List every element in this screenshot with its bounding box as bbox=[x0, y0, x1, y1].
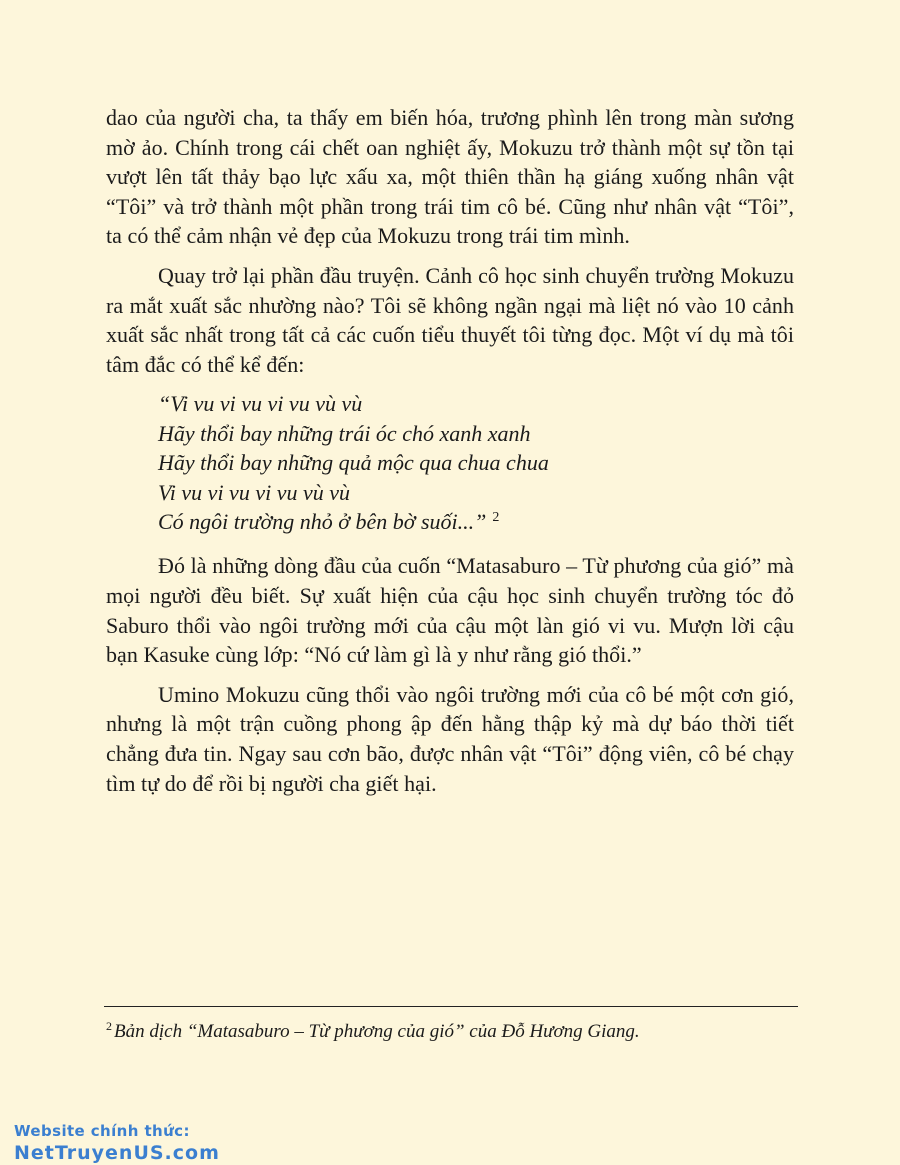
paragraph-1: dao của người cha, ta thấy em biến hóa, trương phình lên trong màn sương mờ ảo. Chính trong cái chết oan nghiệt ấy, Mokuzu trở thành một sự tồn tại vượt lên tất thảy bạo lực xấu xa, một thiên thần hạ giáng xuống nhân vật “Tôi” và trở thành một phần trong trái tim cô bé. Cũng như nhân vật “Tôi”, ta có thể cảm nhận vẻ đẹp của Mokuzu trong trái tim mình. bbox=[106, 105, 794, 249]
footnote-number: 2 bbox=[106, 1019, 112, 1033]
site-watermark bbox=[14, 1121, 220, 1165]
footnote-divider bbox=[104, 1006, 798, 1007]
paragraph-4: Umino Mokuzu cũng thổi vào ngôi trường mới của cô bé một cơn gió, nhưng là một trận cuồng phong ập đến hằng thập kỷ mà dự báo thời tiết chẳng đưa tin. Ngay sau cơn bão, được nhân vật “Tôi” động viên, cô bé chạy tìm tự do để rồi bị người cha giết hại. bbox=[106, 681, 794, 796]
poem-line-4: Vi vu vi vu vi vu vù vù bbox=[158, 479, 350, 505]
page-body bbox=[106, 103, 794, 808]
poem-line-1: “Vi vu vi vu vi vu vù vù bbox=[158, 391, 363, 417]
poem-line-5 bbox=[158, 507, 794, 540]
paragraph-2: Quay trở lại phần đầu truyện. Cảnh cô học sinh chuyển trường Mokuzu ra mắt xuất sắc nhường nào? Tôi sẽ không ngần ngại mà liệt nó vào 10 cảnh xuất sắc nhất trong tất cả các cuốn tiểu thuyết tôi từng đọc. Một ví dụ mà tôi tâm đắc có thể kể đến: bbox=[106, 262, 794, 377]
poem-line-5-text: Có ngôi trường nhỏ ở bên bờ suối...” bbox=[158, 508, 487, 534]
poem-line-2: Hãy thổi bay những trái óc chó xanh xanh bbox=[158, 420, 531, 446]
poem-quote bbox=[158, 389, 794, 540]
footnote-reference[interactable]: 2 bbox=[492, 509, 500, 525]
poem-line-3: Hãy thổi bay những quả mộc qua chua chua bbox=[158, 450, 549, 476]
watermark-label: Website chính thức: bbox=[14, 1122, 190, 1140]
footnote bbox=[106, 1019, 640, 1046]
watermark-site-link[interactable]: NetTruyenUS.com bbox=[14, 1142, 220, 1164]
footnote-text: Bản dịch “Matasaburo – Từ phương của gió” của Đỗ Hương Giang. bbox=[114, 1021, 640, 1042]
paragraph-3: Đó là những dòng đầu của cuốn “Matasaburo – Từ phương của gió” mà mọi người đều biết. Sự xuất hiện của cậu học sinh chuyển trường tóc đỏ Saburo thổi vào ngôi trường mới của cậu một làn gió vi vu. Mượn lời cậu bạn Kasuke cùng lớp: “Nó cứ làm gì là y như rằng gió thổi.” bbox=[106, 553, 794, 668]
